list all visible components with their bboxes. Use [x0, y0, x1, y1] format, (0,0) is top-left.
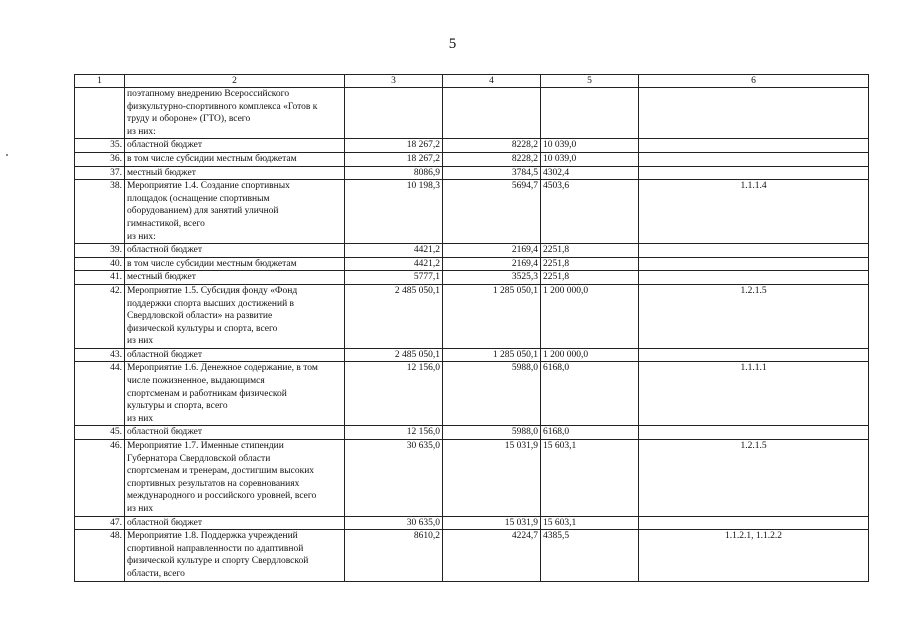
row-year-1: 15 031,9	[443, 516, 541, 530]
row-year-1: 5988,0	[443, 426, 541, 440]
row-year-1: 1 285 050,1	[443, 284, 541, 348]
row-total: 4421,2	[345, 244, 443, 258]
header-cell-4: 4	[443, 75, 541, 88]
row-title: Мероприятие 1.6. Денежное содержание, в том числе пожизненное, выдающимся спортсменам и работникам физической культуры и спорта, всего из них	[125, 362, 345, 426]
margin-mark	[6, 154, 8, 156]
row-total: 12 156,0	[345, 362, 443, 426]
row-number: 47.	[75, 516, 125, 530]
row-title: областной бюджет	[125, 348, 345, 362]
row-year-2: 15 603,1	[541, 440, 639, 517]
row-year-1: 2169,4	[443, 257, 541, 271]
row-total: 12 156,0	[345, 426, 443, 440]
table-row	[75, 426, 869, 440]
table-row	[75, 440, 869, 517]
row-year-1	[443, 88, 541, 139]
row-total: 10 198,3	[345, 180, 443, 244]
row-year-2: 15 603,1	[541, 516, 639, 530]
row-year-1: 5694,7	[443, 180, 541, 244]
row-year-2: 4385,5	[541, 530, 639, 581]
row-title: местный бюджет	[125, 271, 345, 285]
row-target-ref	[639, 257, 869, 271]
row-year-2: 10 039,0	[541, 152, 639, 166]
row-year-2: 1 200 000,0	[541, 348, 639, 362]
table-row	[75, 88, 869, 139]
program-table	[74, 74, 869, 582]
row-title: областной бюджет	[125, 139, 345, 153]
row-number	[75, 88, 125, 139]
row-title: Мероприятие 1.7. Именные стипендии Губернатора Свердловской области спортсменам и тренерам, достигшим высоких спортивных результатов на соревнованиях международного и российского уровней, всего из них	[125, 440, 345, 517]
row-total: 5777,1	[345, 271, 443, 285]
row-number: 35.	[75, 139, 125, 153]
row-target-ref	[639, 271, 869, 285]
table-row	[75, 348, 869, 362]
table-body	[75, 75, 869, 582]
row-target-ref	[639, 139, 869, 153]
row-title: Мероприятие 1.5. Субсидия фонду «Фонд поддержки спорта высших достижений в Свердловской области» на развитие физической культуры и спорта, всего из них	[125, 284, 345, 348]
row-target-ref	[639, 348, 869, 362]
row-title: областной бюджет	[125, 244, 345, 258]
row-year-2: 1 200 000,0	[541, 284, 639, 348]
row-target-ref	[639, 152, 869, 166]
header-cell-3: 3	[345, 75, 443, 88]
row-year-1: 1 285 050,1	[443, 348, 541, 362]
row-number: 45.	[75, 426, 125, 440]
row-number: 37.	[75, 166, 125, 180]
row-title: местный бюджет	[125, 166, 345, 180]
table-row	[75, 284, 869, 348]
table-row	[75, 180, 869, 244]
row-total: 8086,9	[345, 166, 443, 180]
row-target-ref	[639, 426, 869, 440]
row-total: 18 267,2	[345, 152, 443, 166]
header-row	[75, 75, 869, 88]
table-row	[75, 152, 869, 166]
row-year-1: 3784,5	[443, 166, 541, 180]
table-row	[75, 244, 869, 258]
row-total: 4421,2	[345, 257, 443, 271]
row-number: 42.	[75, 284, 125, 348]
row-year-1: 8228,2	[443, 152, 541, 166]
row-title: поэтапному внедрению Всероссийского физкультурно-спортивного комплекса «Готов к труду и обороне» (ГТО), всего из них:	[125, 88, 345, 139]
row-total	[345, 88, 443, 139]
row-target-ref: 1.1.2.1, 1.1.2.2	[639, 530, 869, 581]
header-cell-2: 2	[125, 75, 345, 88]
row-title: в том числе субсидии местным бюджетам	[125, 152, 345, 166]
row-total: 18 267,2	[345, 139, 443, 153]
row-title: областной бюджет	[125, 426, 345, 440]
table-row	[75, 271, 869, 285]
row-year-1: 8228,2	[443, 139, 541, 153]
row-number: 48.	[75, 530, 125, 581]
row-number: 39.	[75, 244, 125, 258]
row-target-ref: 1.2.1.5	[639, 284, 869, 348]
row-total: 30 635,0	[345, 516, 443, 530]
row-title: Мероприятие 1.4. Создание спортивных площадок (оснащение спортивным оборудованием) для занятий уличной гимнастикой, всего из них:	[125, 180, 345, 244]
row-number: 40.	[75, 257, 125, 271]
row-year-2: 6168,0	[541, 362, 639, 426]
table-row	[75, 257, 869, 271]
header-cell-1: 1	[75, 75, 125, 88]
row-total: 8610,2	[345, 530, 443, 581]
row-number: 41.	[75, 271, 125, 285]
row-year-2: 2251,8	[541, 257, 639, 271]
row-target-ref	[639, 516, 869, 530]
row-year-2: 4302,4	[541, 166, 639, 180]
row-year-2	[541, 88, 639, 139]
row-number: 46.	[75, 440, 125, 517]
row-target-ref	[639, 244, 869, 258]
row-total: 2 485 050,1	[345, 284, 443, 348]
header-cell-6: 6	[639, 75, 869, 88]
row-number: 43.	[75, 348, 125, 362]
row-year-1: 15 031,9	[443, 440, 541, 517]
row-target-ref	[639, 88, 869, 139]
row-year-2: 6168,0	[541, 426, 639, 440]
table-row	[75, 362, 869, 426]
header-cell-5: 5	[541, 75, 639, 88]
row-target-ref	[639, 166, 869, 180]
page-number: 5	[448, 36, 457, 52]
row-year-2: 2251,8	[541, 244, 639, 258]
row-target-ref: 1.1.1.4	[639, 180, 869, 244]
row-year-2: 4503,6	[541, 180, 639, 244]
row-year-1: 3525,3	[443, 271, 541, 285]
table-row	[75, 516, 869, 530]
row-year-1: 4224,7	[443, 530, 541, 581]
table-row	[75, 139, 869, 153]
row-total: 2 485 050,1	[345, 348, 443, 362]
row-total: 30 635,0	[345, 440, 443, 517]
row-title: областной бюджет	[125, 516, 345, 530]
row-target-ref: 1.1.1.1	[639, 362, 869, 426]
row-number: 36.	[75, 152, 125, 166]
row-number: 44.	[75, 362, 125, 426]
table-row	[75, 166, 869, 180]
row-title: в том числе субсидии местным бюджетам	[125, 257, 345, 271]
row-number: 38.	[75, 180, 125, 244]
row-year-1: 5988,0	[443, 362, 541, 426]
row-year-2: 2251,8	[541, 271, 639, 285]
table-row	[75, 530, 869, 581]
row-year-1: 2169,4	[443, 244, 541, 258]
row-title: Мероприятие 1.8. Поддержка учреждений спортивной направленности по адаптивной физической культуре и спорту Свердловской области, всего	[125, 530, 345, 581]
row-year-2: 10 039,0	[541, 139, 639, 153]
row-target-ref: 1.2.1.5	[639, 440, 869, 517]
